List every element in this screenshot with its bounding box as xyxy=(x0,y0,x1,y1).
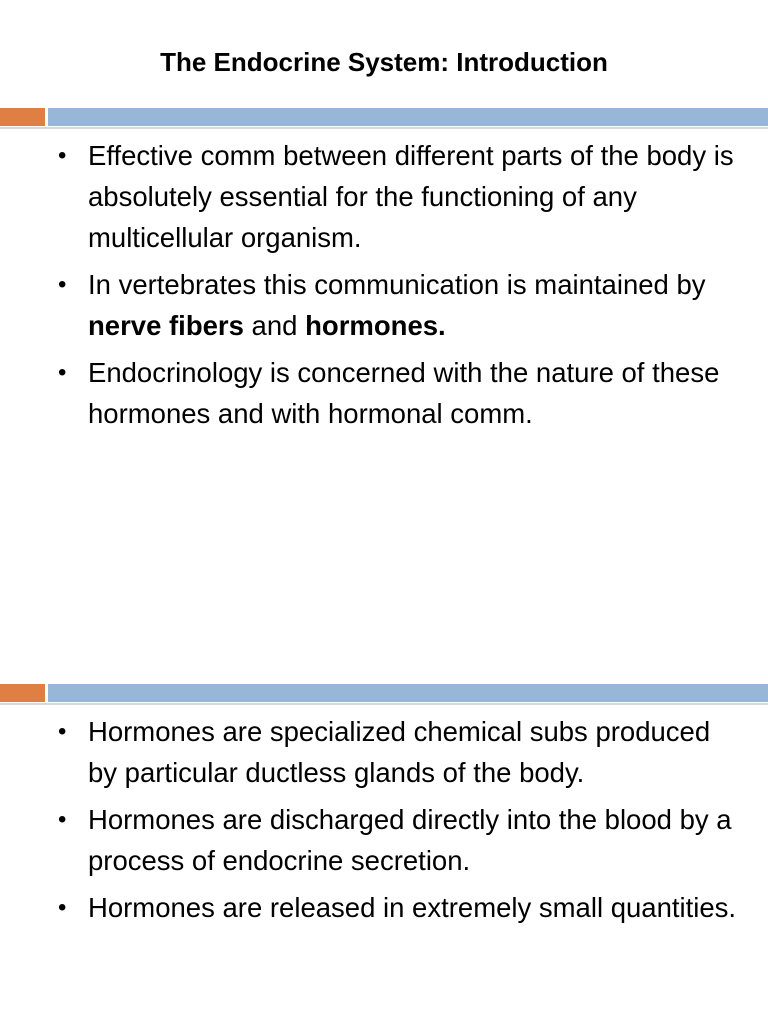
divider-accent xyxy=(0,108,45,126)
bullet-text-bold: hormones. xyxy=(305,310,446,341)
bullet-list-2 xyxy=(0,711,768,934)
slide-title: The Endocrine System: Introduction xyxy=(160,47,608,77)
bullet-text-bold: nerve fibers xyxy=(88,310,244,341)
bullet-item xyxy=(0,352,768,434)
bullet-text: Hormones are specialized chemical subs produced by particular ductless glands of the body. xyxy=(88,716,711,788)
divider-accent xyxy=(0,684,45,702)
divider-band xyxy=(48,684,768,702)
bullet-text: In vertebrates this communication is maintained by xyxy=(88,269,706,300)
bullet-text: Hormones are released in extremely small quantities. xyxy=(88,892,737,923)
bullet-item xyxy=(0,711,768,793)
bullet-dot-icon: • xyxy=(58,806,67,833)
bullet-text: Endocrinology is concerned with the nature of these hormones and with hormonal comm. xyxy=(88,357,720,429)
bullet-dot-icon: • xyxy=(58,359,67,386)
bullet-dot-icon: • xyxy=(58,718,67,745)
divider-bar-top xyxy=(0,106,768,130)
bullet-text: and xyxy=(243,310,306,341)
bullet-item xyxy=(0,887,768,928)
bullet-dot-icon: • xyxy=(58,271,67,298)
bullet-dot-icon: • xyxy=(58,894,67,921)
bullet-list-1 xyxy=(0,135,768,440)
bullet-item xyxy=(0,264,768,346)
divider-shadow xyxy=(0,127,768,129)
divider-shadow xyxy=(0,703,768,705)
bullet-text: Effective comm between different parts of the body is absolutely essential for the functioning of any multicellular organism. xyxy=(88,140,734,253)
bullet-dot-icon: • xyxy=(58,142,67,169)
bullet-text: Hormones are discharged directly into the blood by a process of endocrine secretion. xyxy=(88,804,732,876)
bullet-item xyxy=(0,799,768,881)
divider-bar-middle xyxy=(0,682,768,706)
bullet-item xyxy=(0,135,768,258)
divider-band xyxy=(48,108,768,126)
